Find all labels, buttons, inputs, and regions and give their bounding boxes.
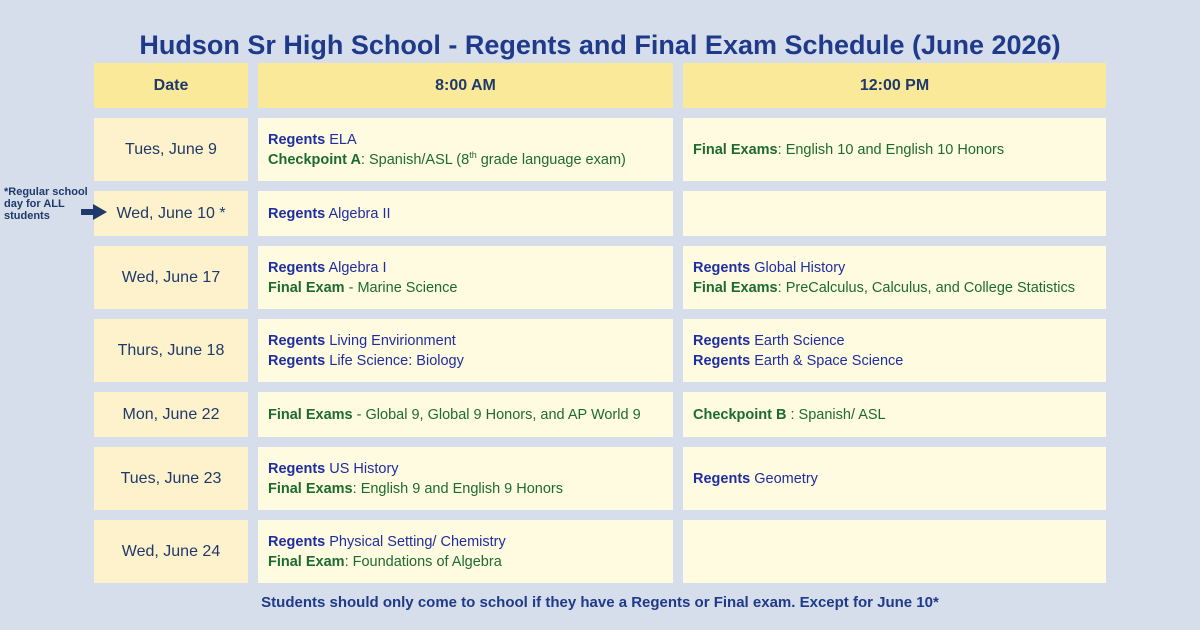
noon-exam-cell: [683, 319, 1106, 382]
morning-exam-cell: [258, 392, 673, 437]
exam-type-label: Regents: [693, 259, 751, 276]
exam-entry: [268, 331, 673, 351]
exam-type-label: Regents: [268, 352, 326, 369]
exam-type-label: Final Exams: [268, 480, 353, 497]
morning-exam-cell: [258, 447, 673, 510]
date-cell: Mon, June 22: [94, 392, 248, 437]
date-cell: Wed, June 10 *: [94, 191, 248, 236]
exam-entry: [693, 469, 1106, 489]
morning-exam-cell: [258, 319, 673, 382]
exam-entry: [268, 150, 673, 170]
exam-type-label: Regents: [268, 332, 326, 349]
exam-subject: Algebra II: [328, 205, 391, 222]
arrow-right-icon: [81, 204, 107, 220]
exam-subject: English 10 and English 10 Honors: [785, 141, 1005, 158]
date-cell: Thurs, June 18: [94, 319, 248, 382]
noon-exam-cell: [683, 118, 1106, 181]
attendance-footer-note: Students should only come to school if they have a Regents or Final exam. Except for June 10*: [261, 594, 939, 611]
morning-exam-cell: [258, 520, 673, 583]
exam-subject: Life Science: Biology: [329, 352, 464, 369]
exam-entry: [693, 140, 1106, 160]
regular-school-day-note: *Regular school day for ALL students: [4, 186, 88, 222]
exam-subject: Marine Science: [357, 279, 458, 296]
exam-entry: [268, 552, 673, 572]
date-cell: Tues, June 9: [94, 118, 248, 181]
exam-type-label: Checkpoint A: [268, 151, 361, 168]
noon-exam-cell: [683, 447, 1106, 510]
exam-separator: :: [344, 553, 353, 570]
exam-entry: [268, 459, 673, 479]
exam-subject: Spanish/ ASL: [798, 406, 886, 423]
exam-entry: [268, 532, 673, 552]
exam-separator: -: [344, 279, 358, 296]
exam-type-label: Final Exam: [268, 553, 345, 570]
exam-type-label: Final Exams: [693, 141, 778, 158]
noon-exam-cell: [683, 191, 1106, 236]
header-date: Date: [94, 63, 248, 108]
exam-subject: Global History: [754, 259, 846, 276]
exam-type-label: Regents: [268, 259, 326, 276]
exam-subject: PreCalculus, Calculus, and College Statistics: [785, 279, 1076, 296]
exam-type-label: Regents: [268, 205, 326, 222]
exam-subject: Foundations of Algebra: [352, 553, 502, 570]
morning-exam-cell: [258, 246, 673, 309]
exam-subject: Earth & Space Science: [754, 352, 904, 369]
exam-entry: [693, 278, 1106, 298]
exam-type-label: Regents: [268, 533, 326, 550]
exam-subject: Global 9, Global 9 Honors, and AP World 9: [365, 406, 641, 423]
noon-exam-cell: [683, 392, 1106, 437]
exam-entry: [268, 278, 673, 298]
exam-type-label: Checkpoint B: [693, 406, 787, 423]
exam-entry: [268, 204, 673, 224]
morning-exam-cell: [258, 118, 673, 181]
exam-subject: Living Envirionment: [329, 332, 456, 349]
exam-type-label: Final Exams: [268, 406, 353, 423]
exam-entry: [268, 405, 673, 425]
morning-exam-cell: [258, 191, 673, 236]
date-cell: Tues, June 23: [94, 447, 248, 510]
exam-type-label: Regents: [693, 352, 751, 369]
exam-type-label: Regents: [268, 131, 326, 148]
exam-subject: Earth Science: [754, 332, 845, 349]
exam-separator: :: [777, 279, 786, 296]
page-title: Hudson Sr High School - Regents and Final Exam Schedule (June 2026): [139, 30, 1061, 60]
exam-type-label: Regents: [693, 332, 751, 349]
noon-exam-cell: [683, 246, 1106, 309]
exam-subject: Spanish/ASL (8: [368, 151, 470, 168]
exam-entry: [693, 405, 1106, 425]
date-cell: Wed, June 17: [94, 246, 248, 309]
exam-entry: [268, 130, 673, 150]
exam-entry: [693, 331, 1106, 351]
exam-subject: Geometry: [754, 470, 818, 487]
exam-subject-continued: grade language exam): [476, 151, 626, 168]
exam-subject-superscript: th: [469, 149, 477, 160]
exam-separator: :: [786, 406, 799, 423]
date-cell: Wed, June 24: [94, 520, 248, 583]
exam-separator: :: [777, 141, 786, 158]
noon-exam-cell: [683, 520, 1106, 583]
exam-type-label: Regents: [268, 460, 326, 477]
exam-type-label: Regents: [693, 470, 751, 487]
exam-subject: US History: [329, 460, 399, 477]
header-12pm: 12:00 PM: [683, 63, 1106, 108]
header-8am: 8:00 AM: [258, 63, 673, 108]
exam-subject: Algebra I: [328, 259, 387, 276]
exam-separator: :: [352, 480, 361, 497]
exam-type-label: Final Exam: [268, 279, 345, 296]
exam-entry: [268, 479, 673, 499]
exam-separator: -: [352, 406, 366, 423]
exam-separator: :: [360, 151, 369, 168]
exam-subject: ELA: [329, 131, 357, 148]
exam-subject: Physical Setting/ Chemistry: [329, 533, 506, 550]
exam-entry: [268, 258, 673, 278]
exam-entry: [693, 351, 1106, 371]
exam-entry: [693, 258, 1106, 278]
exam-entry: [268, 351, 673, 371]
exam-type-label: Final Exams: [693, 279, 778, 296]
exam-subject: English 9 and English 9 Honors: [360, 480, 564, 497]
